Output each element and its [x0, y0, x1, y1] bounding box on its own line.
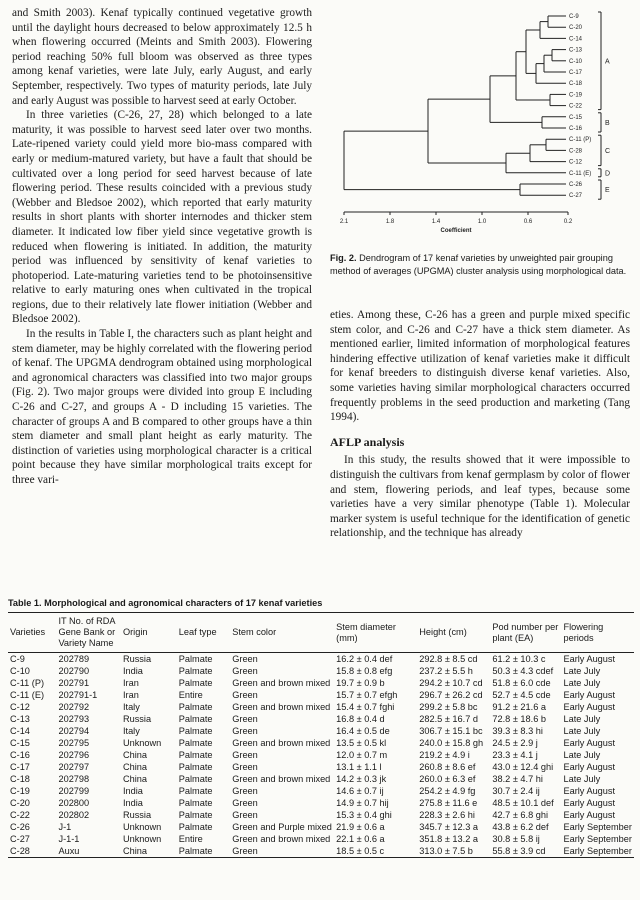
table-row: [8, 833, 634, 845]
table-cell: 240.0 ± 15.8 gh: [419, 738, 484, 748]
table-cell: Green: [232, 654, 258, 664]
dendrogram-leaf-label: C-16: [569, 126, 583, 132]
axis-tick-label: 1.8: [385, 219, 395, 225]
table-cell: China: [122, 750, 147, 760]
axis-tick-label: 1.0: [477, 219, 487, 225]
table-cell: C-12: [10, 702, 30, 712]
dendrogram-leaf-label: C-15: [569, 114, 583, 121]
table-cell: 260.8 ± 8.6 ef: [419, 762, 476, 772]
table-cell: Palmate: [178, 654, 213, 664]
table-cell: 39.3 ± 8.3 hi: [492, 726, 543, 736]
table-cell: Palmate: [177, 845, 230, 858]
table-cell: 202790: [58, 666, 90, 676]
dendrogram-leaf-label: C-27: [569, 193, 583, 200]
table-cell: Late July: [563, 750, 601, 760]
table-row: [8, 797, 634, 809]
table-row: [8, 809, 634, 821]
table-cell: Green: [232, 714, 258, 724]
table-header-cell: Height (cm): [419, 627, 467, 637]
axis-tick-label: 1.4: [431, 219, 441, 225]
table-cell: 91.2 ± 21.6 a: [492, 702, 546, 712]
table-cell: C-10: [10, 666, 30, 676]
dendrogram-group-label: E: [605, 187, 610, 195]
table-cell: 237.2 ± 5.5 h: [419, 666, 473, 676]
dendrogram-leaf-label: C-10: [569, 58, 583, 65]
table-cell: Russia: [122, 714, 152, 724]
table-cell: Palmate: [178, 738, 213, 748]
table-cell: Green and brown mixed: [232, 738, 331, 748]
paragraph: and Smith 2003). Kenaf typically continued vegetative growth until the daylight hours decreased to below approximately 12.5 h when flowering occurred (Meints and Smith 2003). Flowering period reaching 50% full bloom was observed as three types among kenaf varieties, were late July, early August, and early September, respectively. Two types of maturity periods, late July and early August was possible to harvest seed at early October.: [12, 7, 312, 107]
dendrogram-group-label: B: [605, 119, 610, 127]
table-cell: Early August: [563, 786, 616, 796]
table-cell: 202794: [58, 726, 90, 736]
data-table: [8, 612, 634, 858]
table-cell: Russia: [122, 810, 152, 820]
table-cell: Early September: [563, 822, 632, 832]
table-cell: 202791: [58, 678, 90, 688]
axis-tick-label: 0.6: [523, 219, 533, 225]
figure-caption: [330, 252, 630, 277]
table-cell: Green: [232, 726, 258, 736]
dendrogram-group-label: C: [605, 147, 611, 155]
table-cell: 296.7 ± 26.2 cd: [419, 690, 483, 700]
table-cell: Early August: [563, 654, 616, 664]
table-cell: Green and brown mixed: [232, 678, 331, 688]
table-cell: Palmate: [178, 750, 213, 760]
table-cell: 43.0 ± 12.4 ghi: [492, 762, 554, 772]
table-cell: 19.7 ± 0.9 b: [336, 678, 385, 688]
table-cell: Palmate: [178, 822, 213, 832]
figure-label: Fig. 2.: [330, 253, 357, 263]
table-body: [8, 653, 634, 858]
table-cell: 43.8 ± 6.2 def: [492, 822, 549, 832]
table-cell: Green: [232, 762, 258, 772]
table-title: Table 1. Morphological and agronomical characters of 17 kenaf varieties: [8, 598, 323, 608]
table-cell: Palmate: [178, 726, 213, 736]
table-cell: Unknown: [122, 834, 162, 844]
table-cell: 38.2 ± 4.7 hi: [492, 774, 543, 784]
table-row: [8, 689, 634, 701]
table-cell: 14.2 ± 0.3 jk: [336, 774, 387, 784]
table-row: [8, 665, 634, 677]
table-cell: Green: [232, 798, 258, 808]
table-cell: Italy: [122, 726, 140, 736]
table-cell: 345.7 ± 12.3 a: [419, 822, 478, 832]
paragraph: In this study, the results showed that it were impossible to distinguish the cultivars from kenaf germplasm by color of flower and stem, flowering periods, and leaf types, because some varieties have a very similar phenotype (Table 1). Molecular marker system is useful technique for the identification of genetic relationship, and the technique has already: [330, 454, 630, 540]
table-cell: 202798: [58, 774, 90, 784]
table-cell: C-19: [10, 786, 30, 796]
table-cell: J-1-1: [58, 834, 80, 844]
axis-label: Coefficient: [440, 228, 472, 234]
table-cell: Late July: [563, 774, 601, 784]
table-row: [8, 737, 634, 749]
table-cell: India: [122, 798, 143, 808]
table-cell: C-22: [10, 810, 30, 820]
table-cell: C-11 (E): [10, 690, 45, 700]
table-cell: 292.8 ± 8.5 cd: [419, 654, 478, 664]
table-cell: J-1: [58, 822, 72, 832]
table-row: [8, 845, 634, 858]
table-header-cell: Varieties: [10, 627, 46, 637]
table-cell: Entire: [178, 834, 203, 844]
table-row: [8, 677, 634, 689]
table-cell: Green and brown mixed: [232, 834, 331, 844]
table-cell: Early September: [561, 845, 634, 858]
table-cell: Palmate: [178, 798, 213, 808]
table-cell: Late July: [563, 726, 601, 736]
table-cell: Italy: [122, 702, 140, 712]
table-cell: C-17: [10, 762, 30, 772]
table-cell: China: [122, 774, 147, 784]
table-cell: 351.8 ± 13.2 a: [419, 834, 478, 844]
table-cell: 282.5 ± 16.7 d: [419, 714, 478, 724]
table-cell: China: [122, 762, 147, 772]
table-header-cell: Origin: [122, 627, 148, 637]
section-heading: AFLP analysis: [330, 434, 405, 449]
table-cell: Palmate: [178, 702, 213, 712]
table-cell: 202802: [58, 810, 90, 820]
table-cell: Late July: [563, 678, 601, 688]
table-cell: C-13: [10, 714, 30, 724]
table-cell: 16.4 ± 0.5 de: [336, 726, 390, 736]
dendrogram-group-label: D: [605, 170, 611, 178]
table-cell: Green: [232, 666, 258, 676]
table-cell: 21.9 ± 0.6 a: [336, 822, 385, 832]
table-cell: China: [121, 845, 177, 858]
dendrogram-leaf-label: C-14: [569, 36, 583, 43]
table-cell: 306.7 ± 15.1 bc: [419, 726, 483, 736]
table-row: [8, 725, 634, 737]
table-cell: Palmate: [178, 714, 213, 724]
paragraph: In three varieties (C-26, 27, 28) which belonged to a late maturity, it was possible to harvest seed later over two months. Late-ripened variety could yield more bio-mass compared with early or medium-matured variety, but have a fault that should be cultivated over a long period for seed harvest because of late flowering period. These results coincided with a previous study (Webber and Bledsoe 2002), which reported that early maturity results in short plants with shorter internodes and thicker stem diameter. It indicated low fiber yield since vegetative growth is reduced when flowering is initiated. In addition, the maturity period was influenced by sensitivity of kenaf varieties to photoperiod. Late-maturing varieties tend to be photoinsensitive relative to early maturing ones when cultivated in the tropical regions, due to their relatively late flower initiation (Webber and Bledsoe 2002).: [12, 109, 312, 326]
table-cell: 13.1 ± 1.1 l: [336, 762, 382, 772]
table-cell: 202799: [58, 786, 90, 796]
table-cell: Green and Purple mixed: [232, 822, 332, 832]
table-cell: 15.3 ± 0.4 ghi: [336, 810, 392, 820]
table-cell: 52.7 ± 4.5 cde: [492, 690, 551, 700]
table-cell: Late July: [563, 666, 601, 676]
dendrogram-leaf-label: C-22: [569, 103, 583, 110]
table-cell: 202795: [58, 738, 90, 748]
table-cell: 13.5 ± 0.5 kl: [336, 738, 387, 748]
table-cell: C-26: [10, 822, 30, 832]
table-row: [8, 773, 634, 785]
table-cell: 299.2 ± 5.8 bc: [419, 702, 478, 712]
table-cell: 23.3 ± 4.1 j: [492, 750, 538, 760]
table-cell: India: [122, 666, 143, 676]
table-cell: Auxu: [56, 845, 121, 858]
table-cell: Palmate: [178, 786, 213, 796]
table-cell: Green: [232, 750, 258, 760]
table-cell: Early August: [563, 738, 616, 748]
dendrogram-leaf-label: C-18: [569, 81, 583, 88]
table-cell: 202796: [58, 750, 90, 760]
table-cell: C-16: [10, 750, 30, 760]
table-cell: C-20: [10, 798, 30, 808]
table-cell: 16.2 ± 0.4 def: [336, 654, 393, 664]
table-cell: Early August: [563, 762, 616, 772]
table-header-row: [8, 613, 634, 653]
table-cell: 313.0 ± 7.5 b: [417, 845, 490, 858]
table-cell: 12.0 ± 0.7 m: [336, 750, 388, 760]
table-cell: Green and brown mixed: [232, 702, 331, 712]
table-cell: 219.2 ± 4.9 i: [419, 750, 470, 760]
table-header-cell: Flowering periods: [563, 621, 604, 643]
table-cell: 202791-1: [58, 690, 98, 700]
dendrogram-group-label: A: [605, 58, 610, 66]
table-cell: 61.2 ± 10.3 c: [492, 654, 546, 664]
dendrogram-leaf-label: C-11 (E): [569, 170, 592, 177]
dendrogram-leaf-label: C-28: [569, 148, 583, 155]
table-cell: 202793: [58, 714, 90, 724]
table-cell: 202797: [58, 762, 90, 772]
table-cell: 42.7 ± 6.8 ghi: [492, 810, 549, 820]
paragraph: eties. Among these, C-26 has a green and purple mixed specific stem color, and C-26 and C-27 have a thick stem diameter. As mentioned earlier, limited information of morphological features hindering effective utilization of kenaf varieties make it difficult for kenaf breeders to distinguish diverse kenaf varieties. Also, some varieties having similar morphological characters occurred frequently problems in the seed production and marketing (Tang 1994).: [330, 309, 630, 424]
table-cell: 24.5 ± 2.9 j: [492, 738, 538, 748]
table-cell: 18.5 ± 0.5 c: [334, 845, 417, 858]
table-header-cell: Pod number per plant (EA): [492, 621, 559, 643]
table-cell: C-9: [10, 654, 25, 664]
table-cell: Palmate: [178, 666, 213, 676]
right-text-column: [330, 308, 630, 541]
table-1: [8, 598, 634, 858]
left-text-column: [12, 6, 312, 488]
dendrogram-leaf-label: C-12: [569, 159, 583, 166]
table-cell: Russia: [122, 654, 152, 664]
table-row: [8, 701, 634, 713]
table-cell: Early August: [563, 690, 616, 700]
table-cell: 16.8 ± 0.4 d: [336, 714, 385, 724]
table-cell: 48.5 ± 10.1 def: [492, 798, 554, 808]
table-cell: 260.0 ± 6.3 ef: [419, 774, 476, 784]
table-cell: Early August: [563, 702, 616, 712]
dendrogram-leaf-label: C-17: [569, 70, 583, 76]
table-cell: 14.9 ± 0.7 hij: [336, 798, 389, 808]
table-cell: 55.8 ± 3.9 cd: [490, 845, 561, 858]
dendrogram-leaf-label: C-13: [569, 47, 583, 54]
paragraph: In the results in Table I, the characters such as plant height and stem diameter, may be highly correlated with the flowering period of kenaf. The UPGMA dendrogram obtained using morphological and agronomical characters was classified into two major groups (Fig. 2). Two major groups were divided into group E including C-26 and C-27, and groups A - D including 15 varieties. The character of groups A and B compared to other groups have a thin stem diameter and small plant height as early maturity. The distinction of varieties using morphological character is a critical point because they have similar morphological traits except for three vari-: [12, 328, 312, 486]
table-cell: 14.6 ± 0.7 ij: [336, 786, 384, 796]
axis-tick-label: 0.2: [563, 219, 573, 225]
table-cell: Entire: [178, 690, 203, 700]
dendrogram-figure: [330, 4, 630, 244]
table-header-cell: IT No. of RDA Gene Bank or Variety Name: [58, 616, 116, 648]
table-cell: C-15: [10, 738, 30, 748]
table-row: [8, 821, 634, 833]
table-cell: Iran: [122, 690, 139, 700]
dendrogram-leaf-label: C-9: [569, 14, 579, 20]
table-cell: 275.8 ± 11.6 e: [419, 798, 478, 808]
table-row: [8, 761, 634, 773]
table-cell: India: [122, 786, 143, 796]
table-cell: 72.8 ± 18.6 b: [492, 714, 546, 724]
table-cell: 22.1 ± 0.6 a: [336, 834, 385, 844]
table-cell: C-27: [10, 834, 30, 844]
table-cell: Early September: [563, 834, 632, 844]
table-row: [8, 749, 634, 761]
dendrogram-leaf-label: C-11 (P): [569, 137, 592, 144]
table-cell: Unknown: [122, 822, 162, 832]
table-cell: Palmate: [178, 774, 213, 784]
table-cell: 202800: [58, 798, 90, 808]
table-header-cell: Stem diameter (mm): [336, 621, 396, 643]
table-cell: Green and brown mixed: [232, 774, 331, 784]
table-cell: Palmate: [178, 762, 213, 772]
table-cell: 228.3 ± 2.6 hi: [419, 810, 475, 820]
table-cell: C-11 (P): [10, 678, 45, 688]
table-row: [8, 785, 634, 797]
table-cell: 15.4 ± 0.7 fghi: [336, 702, 395, 712]
table-cell: 294.2 ± 10.7 cd: [419, 678, 483, 688]
table-cell: 15.7 ± 0.7 efgh: [336, 690, 398, 700]
table-cell: Unknown: [122, 738, 162, 748]
table-cell: Green: [230, 845, 334, 858]
table-cell: 30.7 ± 2.4 ij: [492, 786, 540, 796]
table-cell: Iran: [122, 678, 139, 688]
table-cell: Green: [232, 810, 258, 820]
table-cell: 30.8 ± 5.8 ij: [492, 834, 540, 844]
table-header-cell: Leaf type: [178, 627, 217, 637]
table-row: [8, 713, 634, 725]
table-cell: Palmate: [178, 810, 213, 820]
table-cell: Palmate: [178, 678, 213, 688]
table-cell: 202789: [58, 654, 90, 664]
table-cell: C-18: [10, 774, 30, 784]
table-cell: 51.8 ± 6.0 cde: [492, 678, 551, 688]
table-cell: 15.8 ± 0.8 efg: [336, 666, 393, 676]
dendrogram-leaf-label: C-26: [569, 182, 583, 188]
table-cell: 202792: [58, 702, 90, 712]
table-cell: Late July: [563, 714, 601, 724]
table-cell: Early August: [563, 810, 616, 820]
table-header-cell: Stem color: [232, 627, 277, 637]
table-cell: Green: [232, 786, 258, 796]
table-cell: C-14: [10, 726, 30, 736]
dendrogram-leaf-label: C-20: [569, 25, 583, 32]
table-cell: Early August: [563, 798, 616, 808]
figure-caption-text: Dendrogram of 17 kenaf varieties by unweighted pair grouping method of averages (UPGMA) cluster analysis using morphological data.: [330, 253, 627, 276]
table-row: [8, 653, 634, 666]
table-cell: 50.3 ± 4.3 cdef: [492, 666, 554, 676]
table-cell: Green: [232, 690, 258, 700]
table-cell: C-28: [8, 845, 56, 858]
axis-tick-label: 2.1: [339, 219, 349, 225]
dendrogram-leaf-label: C-19: [569, 92, 583, 99]
table-cell: 254.2 ± 4.9 fg: [419, 786, 476, 796]
